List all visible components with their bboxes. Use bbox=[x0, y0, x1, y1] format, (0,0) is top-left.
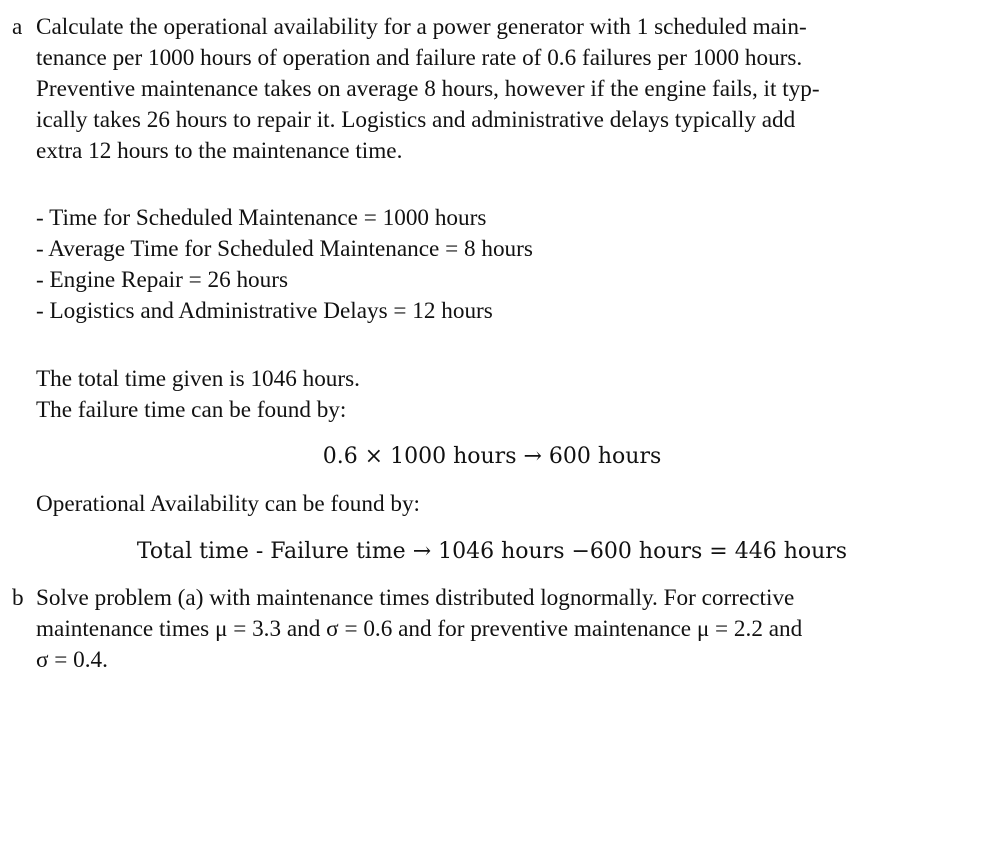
problem-a-line: Calculate the operational availability for a power generator with 1 scheduled main- bbox=[36, 14, 807, 40]
given-item: - Engine Repair = 26 hours bbox=[36, 267, 288, 293]
problem-a bbox=[12, 12, 932, 167]
problem-a-line: ically takes 26 hours to repair it. Logistics and administrative delays typically add bbox=[36, 107, 796, 133]
failure-equation: 0.6 × 1000 hours → 600 hours bbox=[322, 444, 662, 469]
availability-intro: Operational Availability can be found by: bbox=[36, 491, 420, 517]
given-item: - Time for Scheduled Maintenance = 1000 hours bbox=[36, 205, 487, 231]
problem-a-statement bbox=[36, 12, 932, 167]
given-item: - Average Time for Scheduled Maintenance = 8 hours bbox=[36, 236, 533, 262]
availability-equation: Total time - Failure time → 1046 hours −600 hours = 446 hours bbox=[136, 539, 848, 564]
availability-intro-block bbox=[12, 489, 932, 520]
problem-b-line: maintenance times μ = 3.3 and σ = 0.6 and for preventive maintenance μ = 2.2 and bbox=[36, 616, 803, 642]
given-item: - Logistics and Administrative Delays = 12 hours bbox=[36, 298, 493, 324]
problem-b bbox=[12, 583, 932, 676]
problem-b-label: b bbox=[12, 585, 24, 611]
problem-a-line: extra 12 hours to the maintenance time. bbox=[36, 138, 403, 164]
problem-a-line: Preventive maintenance takes on average 8 hours, however if the engine fails, it typ- bbox=[36, 76, 820, 102]
problem-a-line: tenance per 1000 hours of operation and failure rate of 0.6 failures per 1000 hours. bbox=[36, 45, 803, 71]
problem-b-statement bbox=[36, 583, 932, 676]
problem-a-label: a bbox=[12, 14, 23, 40]
failure-intro: The failure time can be found by: bbox=[36, 397, 347, 423]
availability-equation-block bbox=[12, 536, 972, 567]
total-time-text: The total time given is 1046 hours. bbox=[36, 366, 360, 392]
failure-equation-block bbox=[12, 441, 972, 472]
problem-b-line: Solve problem (a) with maintenance times distributed lognormally. For corrective bbox=[36, 585, 795, 611]
given-list bbox=[12, 203, 932, 327]
total-time-block bbox=[12, 364, 932, 426]
problem-b-line: σ = 0.4. bbox=[36, 647, 108, 673]
